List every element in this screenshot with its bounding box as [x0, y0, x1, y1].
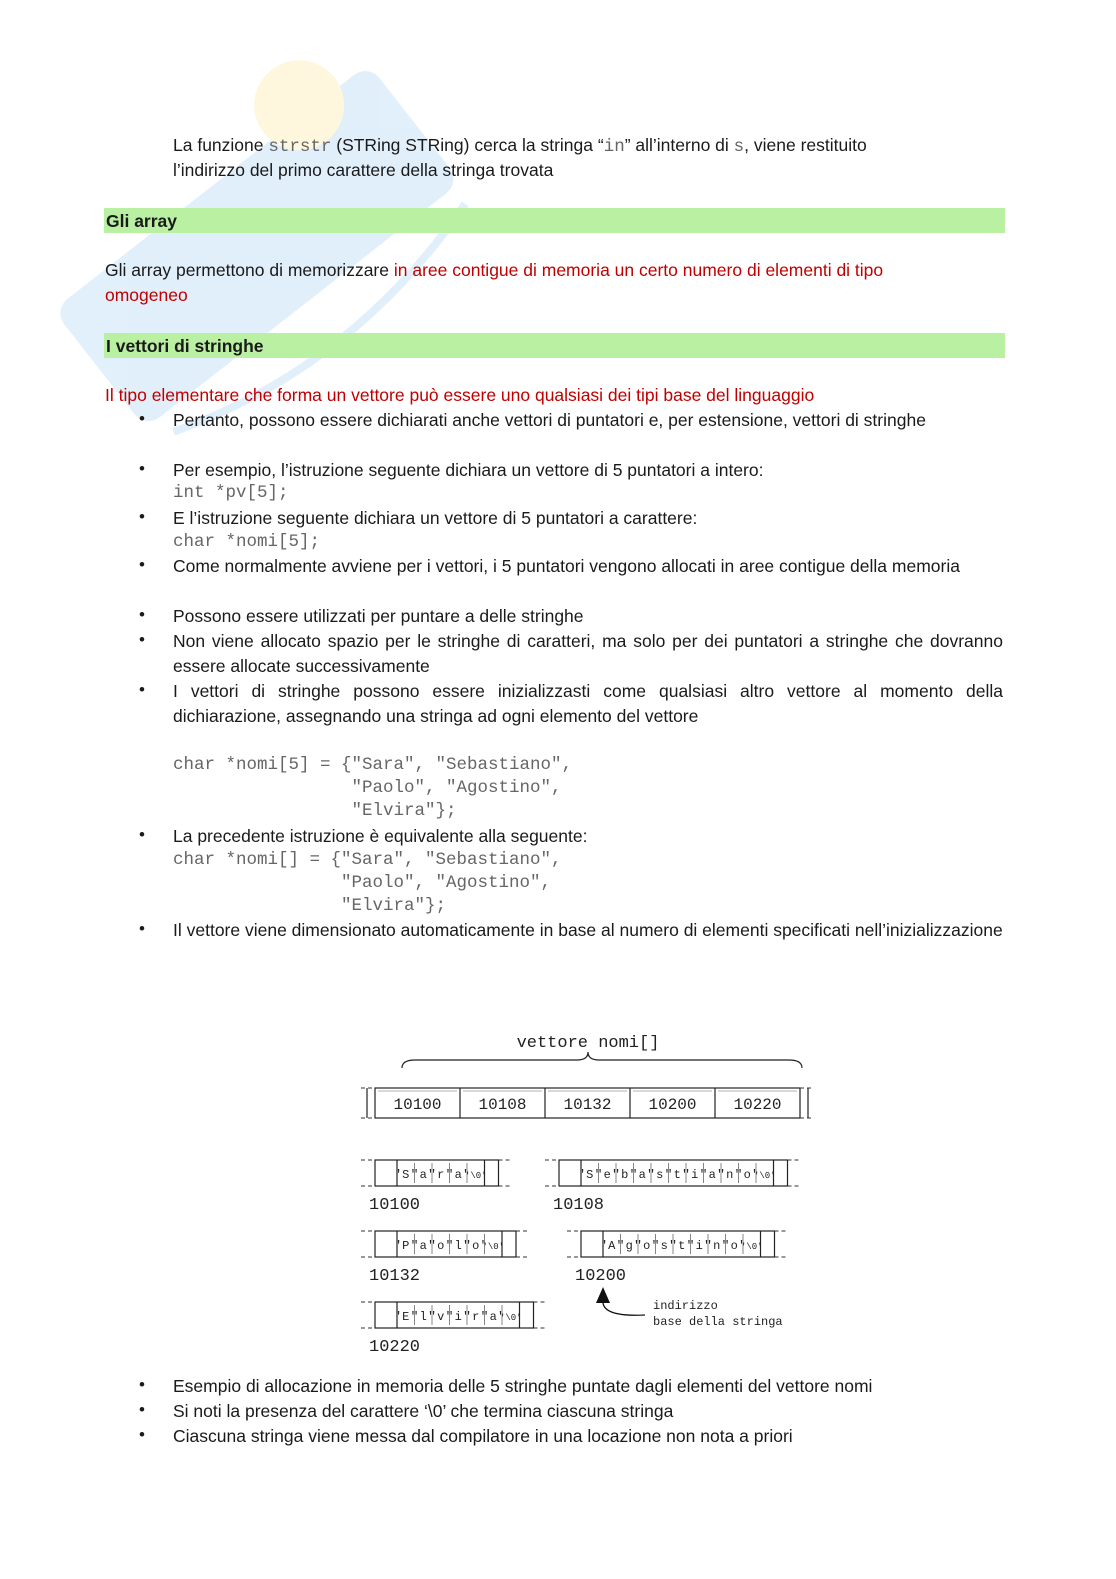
- bullet-text: La precedente istruzione è equivalente alla seguente:: [173, 826, 588, 846]
- char-cell: 'i': [447, 1310, 470, 1324]
- brace: [402, 1052, 802, 1068]
- pointer-value: 10132: [563, 1096, 612, 1114]
- intro-line-2: l’indirizzo del primo carattere della stringa trovata: [173, 160, 554, 180]
- char-cell: 'o': [635, 1239, 658, 1253]
- bullet-text: Per esempio, l’istruzione seguente dichiara un vettore di 5 puntatori a intero:: [173, 460, 764, 480]
- array-definition: Gli array permettono di memorizzare in aree contigue di memoria un certo numero di elementi di tipo omogeneo: [105, 260, 884, 305]
- char-cell: 'i': [683, 1168, 706, 1182]
- bullet-dot: •: [139, 919, 145, 938]
- pointer-cell: [460, 1088, 542, 1118]
- char-cell: '\0': [740, 1242, 763, 1252]
- char-cell: 'a': [412, 1168, 435, 1182]
- bullet-dot: •: [139, 409, 145, 428]
- char-cell: '\0': [753, 1171, 776, 1181]
- bullet-dot: •: [139, 1400, 145, 1419]
- bullet-text: I vettori di stringhe possono essere inizializzasti come qualsiasi altro vettore al momento della dichiarazione, assegnando una stringa ad ogni elemento del vettore: [173, 681, 1003, 726]
- pointer-cell: [378, 1091, 457, 1114]
- bullet-dot: •: [139, 555, 145, 574]
- char-cell: 'n': [718, 1168, 741, 1182]
- char-cell: 'S': [394, 1168, 417, 1182]
- string-address: 10100: [369, 1196, 421, 1215]
- pointer-value: 10220: [733, 1096, 782, 1114]
- code-nomi: char *nomi[5];: [173, 532, 321, 552]
- pointer-cell: [630, 1088, 712, 1118]
- bullet-dot: •: [139, 630, 145, 649]
- char-cell: 'i': [688, 1239, 711, 1253]
- pointer-value: 10100: [393, 1096, 442, 1114]
- char-cell: '\0': [482, 1242, 505, 1252]
- bullet-dot: •: [139, 507, 145, 526]
- char-cell: 'a': [701, 1168, 724, 1182]
- bullet-text: E l’istruzione seguente dichiara un vettore di 5 puntatori a carattere:: [173, 508, 698, 528]
- char-cell: 'e': [596, 1168, 619, 1182]
- bullet-text: Esempio di allocazione in memoria delle 5 stringhe puntate dagli elementi del vettore nomi: [173, 1376, 873, 1396]
- pointer-value: 10200: [648, 1096, 697, 1114]
- arrow-head: [596, 1287, 610, 1303]
- pointer-value: 10108: [478, 1096, 527, 1114]
- char-cell: 'o': [723, 1239, 746, 1253]
- char-cell: 't': [666, 1168, 689, 1182]
- pointer-cell: [545, 1088, 627, 1118]
- diagram-title: vettore nomi[]: [516, 1034, 660, 1053]
- char-cell: 'E': [394, 1310, 417, 1324]
- char-cell: 'a': [631, 1168, 654, 1182]
- arrow-shaft: [603, 1303, 645, 1315]
- char-cell: 'b': [613, 1168, 636, 1182]
- bullet-dot: •: [139, 1425, 145, 1444]
- char-cell: 'o': [429, 1239, 452, 1253]
- code-pv: int *pv[5];: [173, 483, 289, 503]
- char-cell: '\0': [464, 1171, 487, 1181]
- string-block: [361, 1160, 513, 1215]
- char-cell: 'a': [412, 1239, 435, 1253]
- code-init2: char *nomi[] = {"Sara", "Sebastiano", "Paolo", "Agostino", "Elvira"};: [173, 850, 562, 916]
- string-address: 10132: [369, 1267, 421, 1286]
- char-cell: 'l': [412, 1310, 435, 1324]
- string-address: 10220: [369, 1338, 421, 1357]
- char-cell: 'r': [429, 1168, 452, 1182]
- bullet-text: Ciascuna stringa viene messa dal compilatore in una locazione non nota a priori: [173, 1426, 793, 1446]
- char-cell: 'r': [464, 1310, 487, 1324]
- section-heading-array: Gli array: [104, 208, 1005, 233]
- bullet-dot: •: [139, 825, 145, 844]
- string-address: 10200: [575, 1267, 627, 1286]
- memory-diagram: [355, 1025, 835, 1365]
- char-cell: 't': [670, 1239, 693, 1253]
- string-block: [361, 1302, 548, 1357]
- intro-line-1: La funzione strstr (STRing STRing) cerca la stringa “in” all’interno di s, viene restituito: [173, 135, 867, 157]
- char-cell: 'o': [736, 1168, 759, 1182]
- bullet-text: Il vettore viene dimensionato automaticamente in base al numero di elementi specificati nell’inizializzazione: [173, 920, 1003, 940]
- char-cell: 'g': [618, 1239, 641, 1253]
- bullet-dot: •: [139, 1375, 145, 1394]
- bullet-text: Come normalmente avviene per i vettori, i 5 puntatori vengono allocati in aree contigue della memoria: [173, 556, 960, 576]
- char-cell: '\0': [499, 1313, 522, 1323]
- address-array: [361, 1088, 814, 1118]
- char-cell: 'A': [600, 1239, 623, 1253]
- char-cell: 'v': [429, 1310, 452, 1324]
- char-cell: 'o': [464, 1239, 487, 1253]
- char-cell: 'P': [394, 1239, 417, 1253]
- annotation-line-2: base della stringa: [653, 1315, 783, 1329]
- string-block: [567, 1231, 789, 1286]
- string-address: 10108: [553, 1196, 605, 1215]
- code-init: char *nomi[5] = {"Sara", "Sebastiano", "Paolo", "Agostino", "Elvira"};: [173, 755, 573, 821]
- bullet-text: Possono essere utilizzati per puntare a delle stringhe: [173, 606, 584, 626]
- char-cell: 's': [653, 1239, 676, 1253]
- pointer-cell: [715, 1088, 797, 1118]
- char-cell: 'a': [447, 1168, 470, 1182]
- char-cell: 'n': [705, 1239, 728, 1253]
- char-cell: 'l': [447, 1239, 470, 1253]
- char-cell: 'a': [482, 1310, 505, 1324]
- lead-text: Il tipo elementare che forma un vettore può essere uno qualsiasi dei tipi base del linguaggio: [105, 385, 815, 405]
- bullet-text: Si noti la presenza del carattere ‘\0’ che termina ciascuna stringa: [173, 1401, 674, 1421]
- bullet-text: Pertanto, possono essere dichiarati anche vettori di puntatori e, per estensione, vettori di stringhe: [173, 410, 926, 430]
- bullet-dot: •: [139, 680, 145, 699]
- bullet-dot: •: [139, 605, 145, 624]
- section-heading-vettori: I vettori di stringhe: [104, 333, 1005, 358]
- bullet-dot: •: [139, 459, 145, 478]
- char-cell: 'S': [578, 1168, 601, 1182]
- string-block: [361, 1231, 530, 1286]
- string-block: [545, 1160, 802, 1215]
- annotation-line-1: indirizzo: [653, 1299, 718, 1313]
- char-cell: 's': [648, 1168, 671, 1182]
- bullet-text: Non viene allocato spazio per le stringhe di caratteri, ma solo per dei puntatori a stringhe che dovranno essere allocate successivamente: [173, 631, 1003, 676]
